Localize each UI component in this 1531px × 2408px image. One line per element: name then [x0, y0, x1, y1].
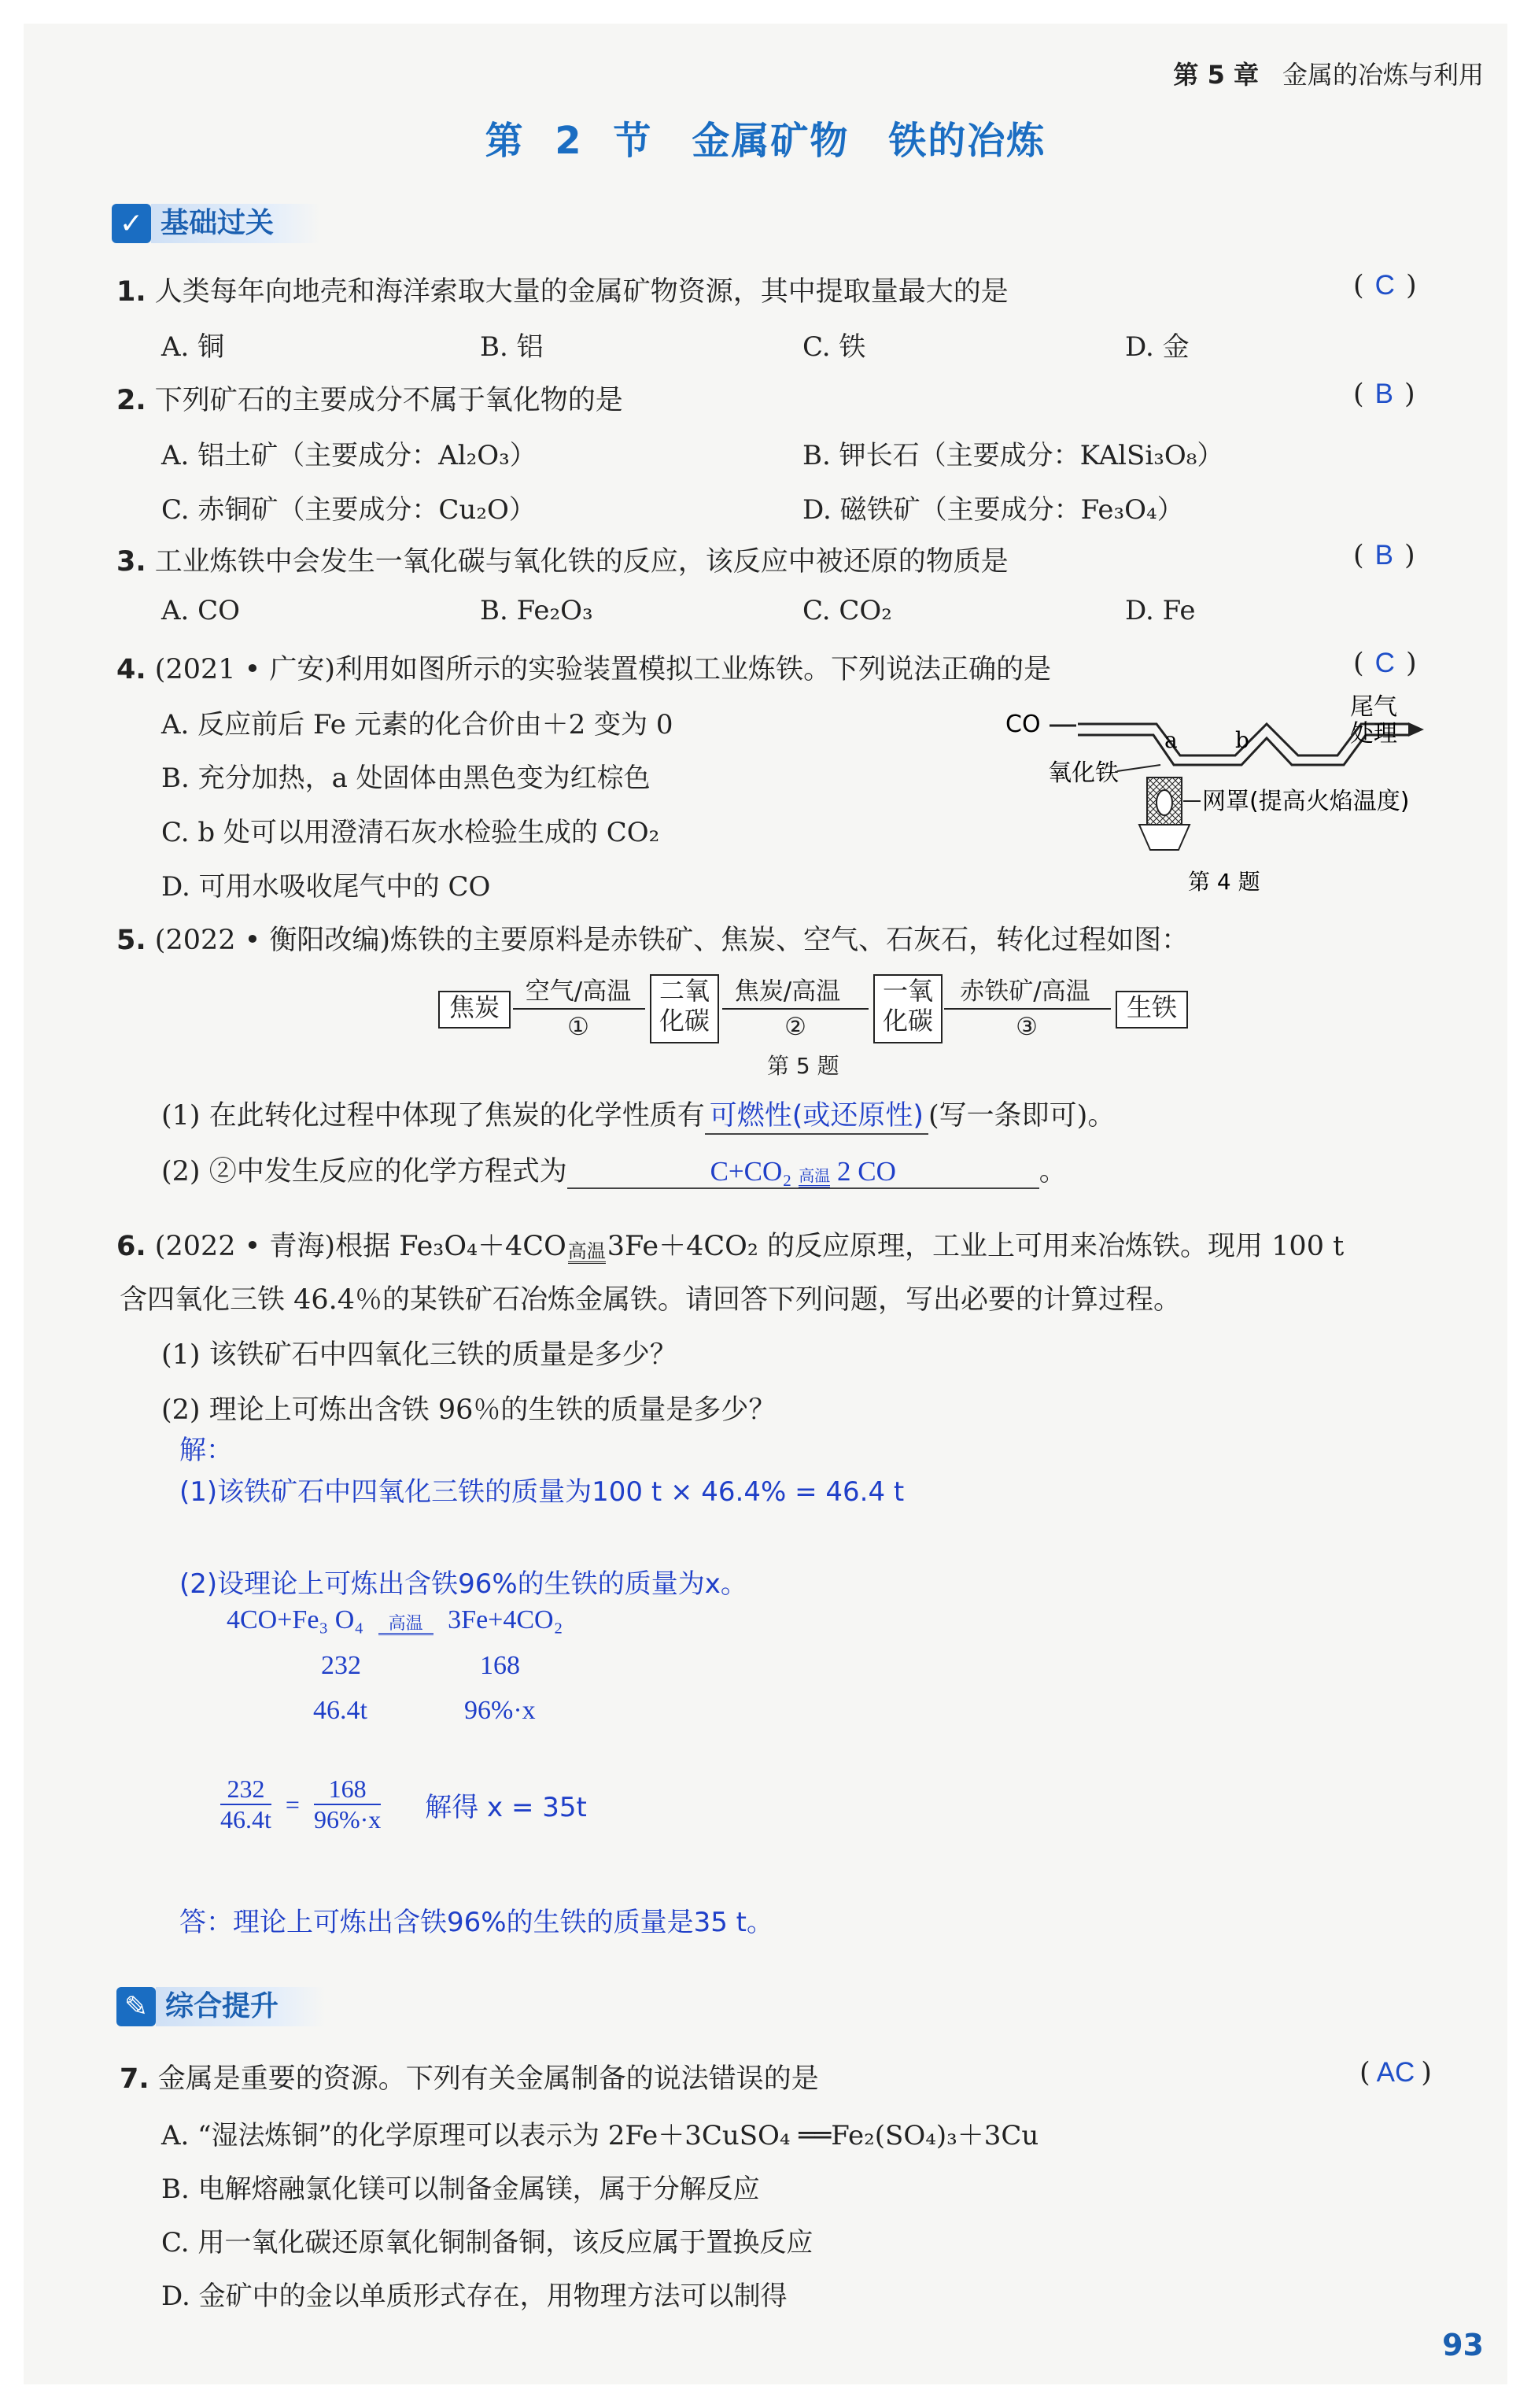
solution-result: 解得 x = 35t: [425, 1791, 587, 1823]
part-text: (2) ②中发生反应的化学方程式为: [161, 1156, 567, 1187]
step-condition: 焦炭/高温: [734, 977, 841, 1006]
step-number: ③: [1016, 1013, 1038, 1041]
option: C. CO₂: [802, 595, 892, 626]
label-b: b: [1235, 727, 1249, 753]
question-5: [116, 918, 1189, 958]
option: B. 铝: [480, 331, 544, 363]
option: A. 反应前后 Fe 元素的化合价由＋2 变为 0: [161, 709, 673, 740]
part-text: (写一条即可)。: [928, 1100, 1116, 1132]
question-stem: 工业炼铁中会发生一氧化碳与氧化铁的反应，该反应中被还原的物质是: [154, 546, 1009, 578]
unknown-mass: 96%·x: [464, 1696, 536, 1725]
option: B. 充分加热，a 处固体由黑色变为红棕色: [161, 763, 651, 794]
chapter-title: 金属的冶炼与利用: [1282, 60, 1484, 90]
answer-letter: C: [1374, 270, 1395, 301]
page-background: [24, 24, 1507, 2384]
solution-part-2: (2)设理论上可炼出含铁96%的生铁的质量为x。: [179, 1568, 747, 1600]
arrow-line: [513, 1008, 645, 1010]
question-number: 4.: [116, 654, 146, 685]
proportion-equation: [220, 1775, 587, 1834]
fraction-left: [220, 1775, 271, 1834]
chapter-number: 第 5 章: [1173, 60, 1259, 90]
part-text: 。: [1038, 1156, 1067, 1187]
answer-letter: C: [1374, 648, 1395, 678]
equals-sign: =: [285, 1789, 300, 1819]
exhaust-label-2: 处理: [1350, 720, 1397, 748]
figure-caption: 第 5 题: [767, 1053, 839, 1079]
question-1: [116, 270, 1009, 309]
box-text: 二氧: [659, 976, 710, 1006]
option: B. 电解熔融氯化镁可以制备金属镁，属于分解反应: [161, 2173, 760, 2205]
known-mass: 46.4t: [313, 1696, 367, 1725]
handwritten-equation: [567, 1156, 1039, 1189]
solution-head: 解：: [179, 1435, 233, 1466]
answer-bracket: ( B ): [1353, 540, 1415, 571]
mesh-label: 网罩(提高火焰温度): [1202, 788, 1410, 815]
flow-box-pig-iron: 生铁: [1116, 991, 1188, 1029]
equation-left: 4CO+Fe₃ O₄: [227, 1605, 364, 1634]
question-2: [116, 379, 623, 418]
question-number: 3.: [116, 546, 146, 578]
denominator: 96%·x: [313, 1805, 382, 1834]
chapter-header: [1173, 55, 1484, 91]
fraction-right: [314, 1775, 381, 1834]
reaction-condition: 高温: [378, 1614, 433, 1635]
answer-bracket: ( AC ): [1359, 2057, 1432, 2089]
option: D. 可用水吸收尾气中的 CO: [161, 871, 491, 903]
final-answer: 答：理论上可炼出含铁96%的生铁的质量是35 t。: [179, 1907, 773, 1938]
option: C. 铁: [802, 331, 866, 363]
step-condition: 空气/高温: [525, 977, 632, 1006]
question-number: 2.: [116, 385, 146, 416]
option: C. 用一氧化碳还原氧化铜制备铜，该反应属于置换反应: [161, 2227, 813, 2258]
question-stem: (2021 • 广安)利用如图所示的实验装置模拟工业炼铁。下列说法正确的是: [154, 654, 1052, 685]
option: D. 磁铁矿（主要成分：Fe₃O₄）: [802, 494, 1184, 526]
question-number: 5.: [116, 925, 146, 956]
section-label: 综合提升: [156, 1987, 326, 2026]
alcohol-lamp: [1139, 825, 1190, 850]
exhaust-label: 尾气: [1350, 693, 1397, 721]
solution-part-1: (1)该铁矿石中四氧化三铁的质量为100 t × 46.4% = 46.4 t: [179, 1476, 905, 1508]
option: A. 铝土矿（主要成分：Al₂O₃）: [161, 440, 537, 471]
step-number: ①: [567, 1013, 589, 1041]
arrow-line: [722, 1008, 869, 1010]
question-6: [116, 1224, 1344, 1264]
co-label: CO: [1005, 711, 1041, 738]
step-number: ②: [784, 1013, 806, 1041]
outlet-arrow: [1408, 722, 1424, 737]
q5-part-1: [161, 1094, 1115, 1135]
step-condition: 赤铁矿/高温: [960, 977, 1090, 1006]
question-stem: 人类每年向地壳和海洋索取大量的金属矿物资源，其中提取量最大的是: [154, 276, 1009, 308]
equation-right: 2 CO: [836, 1156, 896, 1187]
arrow-line: [944, 1008, 1111, 1010]
question-7: [120, 2057, 819, 2096]
section-header-basic: [112, 201, 321, 246]
question-3: [116, 540, 1009, 579]
page-number: 93: [1442, 2328, 1484, 2362]
flow-box-coke: 焦炭: [438, 991, 511, 1029]
flow-box-co2: [650, 974, 719, 1043]
box-text: 化碳: [882, 1006, 933, 1036]
answer-letter: B: [1374, 379, 1394, 409]
pencil-icon: ✎: [116, 1987, 156, 2026]
question-stem: (2022 • 青海)根据 Fe₃O₄＋4CO: [154, 1231, 566, 1262]
answer-bracket: ( C ): [1353, 270, 1417, 301]
answer-letter: B: [1374, 540, 1394, 571]
iron-oxide-label: 氧化铁: [1048, 759, 1119, 787]
part-text: (1) 在此转化过程中体现了焦炭的化学性质有: [161, 1100, 705, 1132]
molar-mass-fe3o4: 232: [321, 1651, 361, 1680]
numerator: 168: [314, 1775, 381, 1805]
q5-part-2: [161, 1150, 1067, 1189]
flow-box-co: [873, 974, 943, 1043]
question-number: 6.: [116, 1231, 146, 1262]
option: A. CO: [161, 595, 241, 626]
option: C. b 处可以用澄清石灰水检验生成的 CO₂: [161, 817, 660, 848]
experiment-apparatus-figure: [999, 692, 1471, 897]
option: D. 金矿中的金以单质形式存在，用物理方法可以制得: [161, 2281, 788, 2312]
checkbox-icon: ✓: [112, 204, 151, 243]
option: B. Fe₂O₃: [480, 595, 593, 626]
option: B. 钾长石（主要成分：KAlSi₃O₈）: [802, 440, 1224, 471]
option: A. 铜: [161, 331, 225, 363]
pointer-line: [1117, 765, 1160, 771]
question-stem: 3Fe＋4CO₂ 的反应原理，工业上可用来冶炼铁。现用 100 t: [607, 1231, 1345, 1262]
numerator: 232: [220, 1775, 271, 1805]
handwritten-answer: 可燃性(或还原性): [705, 1094, 928, 1135]
reaction-condition: 高温: [567, 1240, 606, 1262]
answer-bracket: ( C ): [1353, 648, 1417, 679]
equation-left: C+CO₂: [710, 1156, 792, 1187]
question-stem: 下列矿石的主要成分不属于氧化物的是: [154, 385, 623, 416]
box-text: 化碳: [659, 1006, 710, 1036]
section-label: 基础过关: [151, 204, 321, 243]
answer-letter: AC: [1376, 2057, 1415, 2088]
question-6-line2: 含四氧化三铁 46.4％的某铁矿石冶炼金属铁。请回答下列问题，写出必要的计算过程。: [120, 1284, 1182, 1316]
q6-part-2: (2) 理论上可炼出含铁 96％的生铁的质量是多少？: [161, 1394, 777, 1426]
section-header-advanced: [116, 1985, 326, 2029]
option: A. “湿法炼铜”的化学原理可以表示为 2Fe＋3CuSO₄ ══Fe₂(SO₄)₃＋3Cu: [161, 2120, 1039, 2151]
section-title: 第 2 节 金属矿物 铁的冶炼: [485, 119, 1046, 163]
option: D. 金: [1125, 331, 1190, 363]
equation-right: 3Fe+4CO₂: [448, 1605, 563, 1634]
q6-part-1: (1) 该铁矿石中四氧化三铁的质量是多少？: [161, 1339, 677, 1371]
reaction-equation: [227, 1605, 563, 1635]
question-4: [116, 648, 1051, 687]
reaction-condition: 高温: [799, 1168, 830, 1187]
question-stem: 金属是重要的资源。下列有关金属制备的说法错误的是: [157, 2063, 819, 2095]
option: C. 赤铜矿（主要成分：Cu₂O）: [161, 494, 536, 526]
figure-caption: 第 4 题: [1188, 869, 1260, 895]
label-a: a: [1164, 727, 1178, 753]
question-stem: (2022 • 衡阳改编)炼铁的主要原料是赤铁矿、焦炭、空气、石灰石，转化过程如图：: [154, 925, 1190, 956]
question-number: 1.: [116, 276, 146, 308]
option: D. Fe: [1125, 595, 1196, 626]
molar-mass-fe: 168: [480, 1651, 520, 1680]
box-text: 一氧: [882, 976, 933, 1006]
answer-bracket: ( B ): [1353, 379, 1415, 410]
flame: [1157, 790, 1172, 815]
denominator: 46.4t: [220, 1805, 271, 1834]
question-number: 7.: [120, 2063, 149, 2095]
